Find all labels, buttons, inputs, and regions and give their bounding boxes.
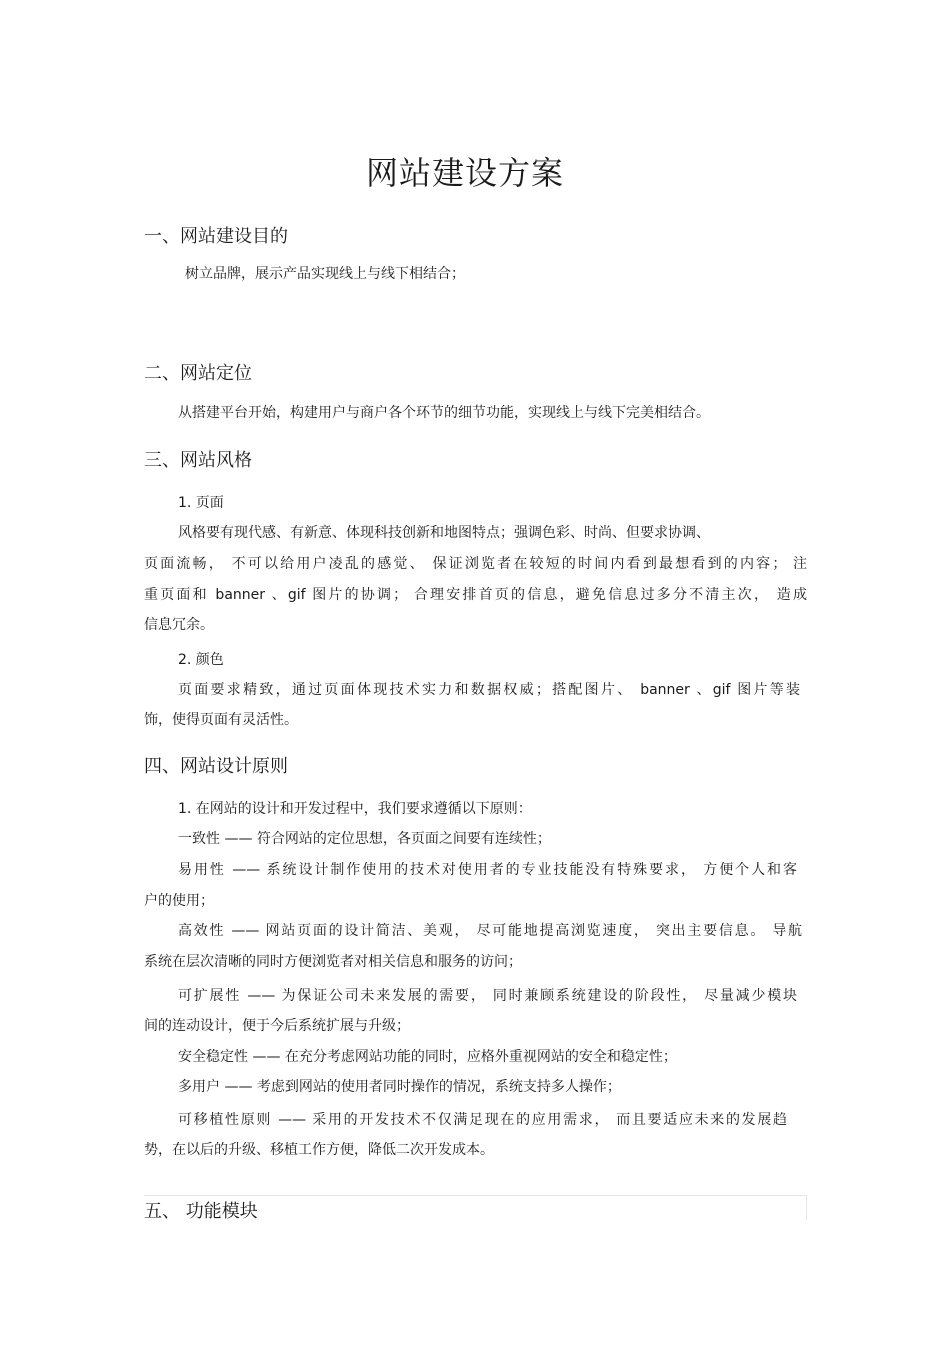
paragraph-purpose: 树立品牌，展示产品实现线上与线下相结合； (185, 266, 465, 282)
paragraph-line: 系统在层次清晰的同时方便浏览者对相关信息和服务的访问； (144, 954, 522, 970)
paragraph-line: 页面流畅， 不可以给用户凌乱的感觉、 保证浏览者在较短的时间内看到最想看到的内容； 注 (144, 556, 807, 572)
section-heading-modules: 五、 功能模块 (144, 1201, 258, 1222)
principle-scalability: 可扩展性 —— 为保证公司未来发展的需要， 同时兼顾系统建设的阶段性， 尽量减少模块 (178, 988, 797, 1004)
paragraph-line: 风格要有现代感、有新意、体现科技创新和地图特点；强调色彩、时尚、但要求协调、 (178, 525, 710, 541)
paragraph-line: 势，在以后的升级、移植工作方便，降低二次开发成本。 (144, 1142, 494, 1158)
principle-usability: 易用性 —— 系统设计制作使用的技术对使用者的专业技能没有特殊要求， 方便个人和客 (178, 862, 797, 878)
paragraph-line: 重页面和 banner 、gif 图片的协调； 合理安排首页的信息，避免信息过多分不清主次， 造成 (144, 587, 807, 603)
principle-security: 安全稳定性 —— 在充分考虑网站功能的同时，应格外重视网站的安全和稳定性； (178, 1049, 677, 1065)
section-heading-positioning: 二、网站定位 (144, 363, 252, 384)
subheading-page: 1. 页面 (178, 495, 224, 511)
document-title: 网站建设方案 (365, 154, 564, 192)
section-heading-design-principles: 四、网站设计原则 (144, 756, 288, 777)
principle-efficiency: 高效性 —— 网站页面的设计简洁、美观， 尽可能地提高浏览速度， 突出主要信息。 导航 (178, 923, 802, 939)
paragraph-line: 间的连动设计，便于今后系统扩展与升级； (144, 1018, 410, 1034)
paragraph-line: 户的使用； (144, 893, 214, 909)
principle-multi-user: 多用户 —— 考虑到网站的使用者同时操作的情况，系统支持多人操作； (178, 1079, 621, 1095)
principles-intro: 1. 在网站的设计和开发过程中，我们要求遵循以下原则： (178, 801, 532, 817)
subheading-color: 2. 颜色 (178, 652, 224, 668)
paragraph-line: 信息冗余。 (144, 617, 214, 633)
section-heading-purpose: 一、网站建设目的 (144, 226, 288, 247)
paragraph-positioning: 从搭建平台开始，构建用户与商户各个环节的细节功能，实现线上与线下完美相结合。 (178, 405, 710, 421)
section-heading-style: 三、网站风格 (144, 450, 252, 471)
principle-consistency: 一致性 —— 符合网站的定位思想，各页面之间要有连续性； (178, 831, 551, 847)
paragraph-line: 页面要求精致，通过页面体现技术实力和数据权威；搭配图片、 banner 、gif 图片等装 (178, 682, 800, 698)
paragraph-line: 饰，使得页面有灵活性。 (144, 712, 298, 728)
principle-portability: 可移植性原则 —— 采用的开发技术不仅满足现在的应用需求， 而且要适应未来的发展趋 (178, 1112, 787, 1128)
